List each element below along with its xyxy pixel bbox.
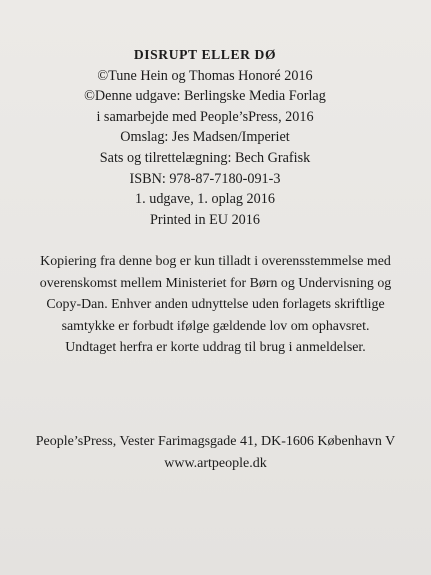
notice-line: overenskomst mellem Ministeriet for Børn og Undervisning og xyxy=(39,275,392,291)
copying-notice xyxy=(0,251,431,359)
edition-info: 1. udgave, 1. oplag 2016 xyxy=(135,191,275,208)
colophon-block xyxy=(0,45,410,230)
isbn: ISBN: 978-87-7180-091-3 xyxy=(129,170,281,187)
publisher-block xyxy=(0,431,431,475)
cover-credit: Omslag: Jes Madsen/Imperiet xyxy=(120,129,290,146)
book-title: DISRUPT ELLER DØ xyxy=(133,47,277,62)
notice-line: Undtaget herfra er korte uddrag til brug i anmeldelser. xyxy=(65,340,366,356)
typesetting-credit: Sats og tilrettelægning: Bech Grafisk xyxy=(99,149,311,166)
edition-copyright: ©Denne udgave: Berlingske Media Forlag xyxy=(84,88,326,105)
printed-in: Printed in EU 2016 xyxy=(150,211,260,228)
author-copyright: ©Tune Hein og Thomas Honoré 2016 xyxy=(97,67,313,84)
collaboration-line: i samarbejde med People’sPress, 2016 xyxy=(96,108,314,125)
publisher-address: People’sPress, Vester Farimagsgade 41, DK-1606 København V xyxy=(35,434,396,449)
notice-line: Copy-Dan. Enhver anden udnyttelse uden forlagets skriftlige xyxy=(46,297,385,313)
publisher-website: www.artpeople.dk xyxy=(164,456,267,471)
notice-line: Kopiering fra denne bog er kun tilladt i overensstemmelse med xyxy=(40,254,391,269)
notice-line: samtykke er forbudt ifølge gældende lov om ophavsret. xyxy=(61,318,370,334)
